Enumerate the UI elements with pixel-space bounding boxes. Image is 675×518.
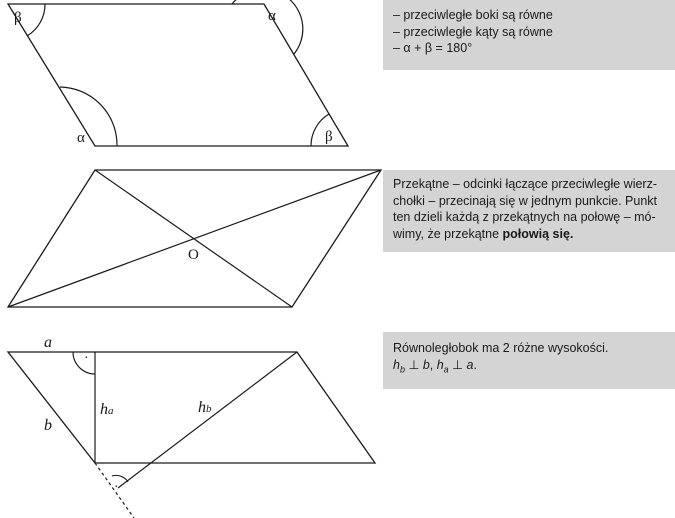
right-angle-dot-bottom: ·: [114, 480, 119, 495]
diagonals-text-line-4-prefix: wimy, że przekątne: [393, 226, 503, 241]
side-label-b: b: [44, 417, 52, 434]
right-angle-dot-top: ·: [84, 351, 89, 366]
formula-perp-1: ⊥: [404, 357, 423, 372]
diagonals-bisect-emphasis: połowią się.: [502, 226, 574, 241]
formula-comma: ,: [429, 357, 437, 372]
angle-label-alpha-top-right: α: [268, 8, 276, 24]
parallelogram-angles-figure: [8, 0, 348, 146]
diagonals-text-line-3: ten dzieli każdą z przekątnych na połowę – mó-: [393, 210, 656, 224]
diagonals-box: [383, 170, 675, 252]
heights-box: [383, 332, 675, 389]
angle-label-beta-top-left: β: [14, 10, 22, 26]
formula-b: b: [422, 357, 430, 372]
angle-label-alpha-bottom-left: α: [77, 130, 85, 146]
heights-formula: [393, 357, 665, 378]
formula-ha: h: [436, 357, 444, 372]
parallelogram-diagonals-figure: [8, 170, 381, 307]
formula-hb: h: [393, 357, 400, 372]
property-opposite-angles: – przeciwległe kąty są równe: [393, 24, 553, 39]
parallelogram-heights-figure: [8, 334, 375, 518]
height-hb: [118, 352, 297, 488]
height-label-hb: hb: [198, 399, 212, 416]
property-opposite-sides: – przeciwległe boki są równe: [393, 8, 553, 22]
height-label-ha: ha: [100, 401, 114, 418]
diagonals-text-line-4: [393, 226, 665, 243]
formula-ha-sub: a: [443, 364, 449, 374]
formula-end: .: [473, 357, 477, 372]
properties-box: [383, 0, 675, 70]
diagonal-2: [8, 170, 381, 307]
angle-label-beta-bottom-right: β: [325, 129, 333, 145]
diagonals-text-line-1: Przekątne – odcinki łączące przeciwległe wierz-: [393, 177, 658, 191]
angle-arc-bottom-left: [60, 87, 117, 146]
formula-a: a: [466, 357, 474, 372]
side-label-a: a: [44, 334, 52, 351]
heights-text-line-1: Równoległobok ma 2 różne wysokości.: [393, 341, 609, 355]
intersection-label-o: O: [188, 247, 199, 263]
angle-arc-top-left: [27, 4, 45, 36]
parallelogram-3: [8, 352, 375, 463]
parallelogram-1: [8, 4, 348, 146]
diagonals-text-line-2: chołki – przecinają się w jednym punkcie. Punkt: [393, 193, 658, 208]
formula-perp-2: ⊥: [448, 357, 467, 372]
formula-hb-sub: b: [399, 364, 405, 374]
property-angle-sum: – α + β = 180°: [393, 41, 473, 55]
